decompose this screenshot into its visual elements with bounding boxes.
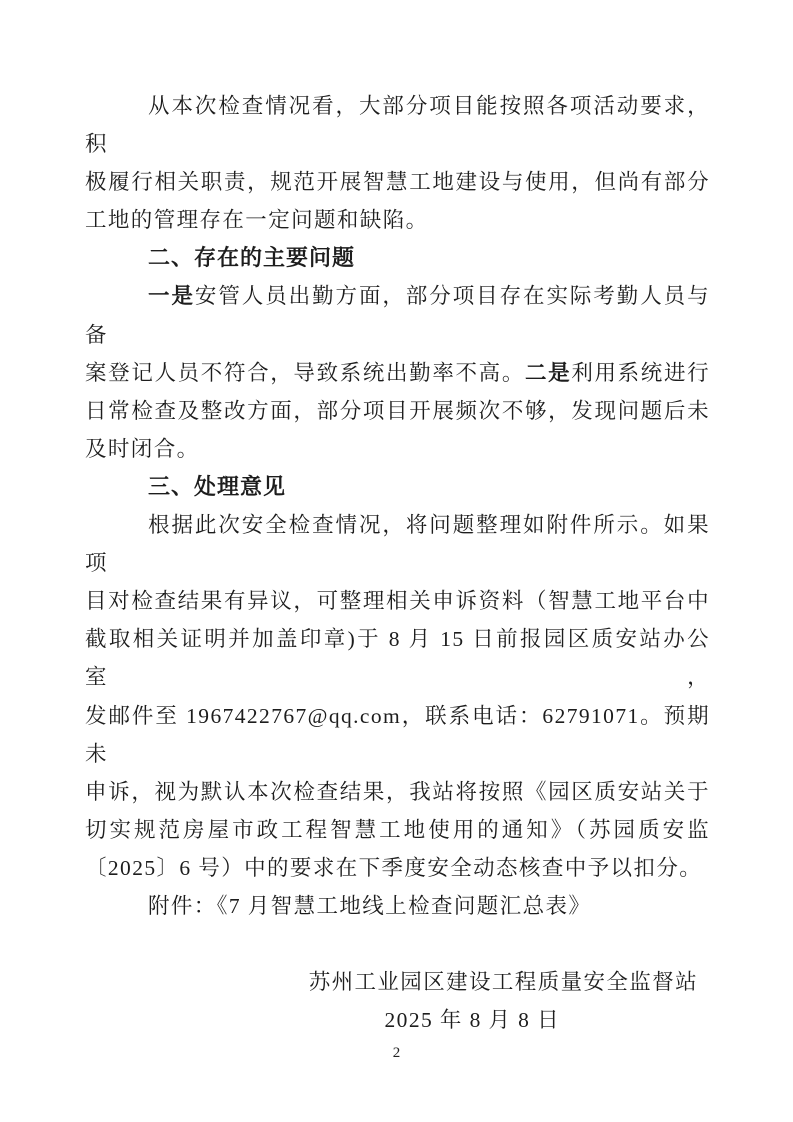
text-run: 申诉，视为默认本次检查结果，我站将按照《园区质安站关于: [85, 779, 710, 804]
text-run: 日常检查及整改方面，部分项目开展频次不够，发现问题后未: [85, 398, 710, 423]
text-run: 目对检查结果有异议，可整理相关申诉资料（智慧工地平台中: [85, 589, 710, 614]
text-line: [85, 392, 710, 430]
text-line: [85, 697, 710, 773]
document-body: [85, 87, 710, 1039]
text-line: [85, 887, 710, 925]
text-run: 三、处理意见: [148, 473, 287, 499]
text-line: [85, 277, 710, 353]
emphasis-text-run: 一是: [148, 284, 195, 309]
text-run: 〔2025〕6 号）中的要求在下季度安全动态核查中予以扣分。: [85, 855, 703, 880]
text-line: [85, 468, 710, 506]
signature-date: 2025 年 8 月 8 日: [384, 1008, 560, 1033]
section-heading: [85, 239, 710, 277]
text-run: 二、存在的主要问题: [148, 245, 356, 271]
text-line: [85, 849, 710, 887]
text-run: 利用系统进行: [571, 360, 710, 385]
text-line: [85, 163, 710, 201]
text-line: [85, 87, 710, 163]
emphasis-text-run: 二是: [524, 360, 572, 385]
text-run: 截取相关证明并加盖印章)于 8 月 15 日前报园区质安站办公室，: [85, 627, 710, 690]
text-line: [85, 811, 710, 849]
text-line: [85, 620, 710, 696]
page-number: 2: [392, 1045, 401, 1061]
paragraph: [85, 506, 710, 887]
text-line: [85, 773, 710, 811]
text-run: 附件：《7 月智慧工地线上检查问题汇总表》: [148, 893, 592, 918]
text-line: [85, 506, 710, 582]
text-line: [85, 201, 710, 239]
signature-organization: 苏州工业园区建设工程质量安全监督站: [308, 970, 698, 995]
text-run: 根据此次安全检查情况，将问题整理如附件所示。如果项: [85, 513, 710, 576]
section-heading: [85, 468, 710, 506]
text-run: 工地的管理存在一定问题和缺陷。: [85, 208, 429, 233]
paragraphs-container: [85, 87, 710, 925]
paragraph: [85, 277, 710, 467]
paragraph: [85, 87, 710, 239]
text-run: 从本次检查情况看，大部分项目能按照各项活动要求，积: [85, 94, 710, 157]
text-run: 切实规范房屋市政工程智慧工地使用的通知》（苏园质安监: [85, 817, 710, 842]
text-run: 极履行相关职责，规范开展智慧工地建设与使用，但尚有部分: [85, 170, 710, 195]
text-run: 发邮件至 1967422767@qq.com，联系电话：62791071。预期未: [85, 703, 710, 766]
text-run: 安管人员出勤方面，部分项目存在实际考勤人员与备: [85, 284, 710, 347]
text-line: [85, 430, 710, 468]
text-line: [85, 582, 710, 620]
paragraph: [85, 887, 710, 925]
text-run: 案登记人员不符合，导致系统出勤率不高。: [85, 360, 525, 385]
text-line: [85, 239, 710, 277]
text-line: [85, 354, 710, 392]
text-run: 及时闭合。: [85, 436, 200, 461]
